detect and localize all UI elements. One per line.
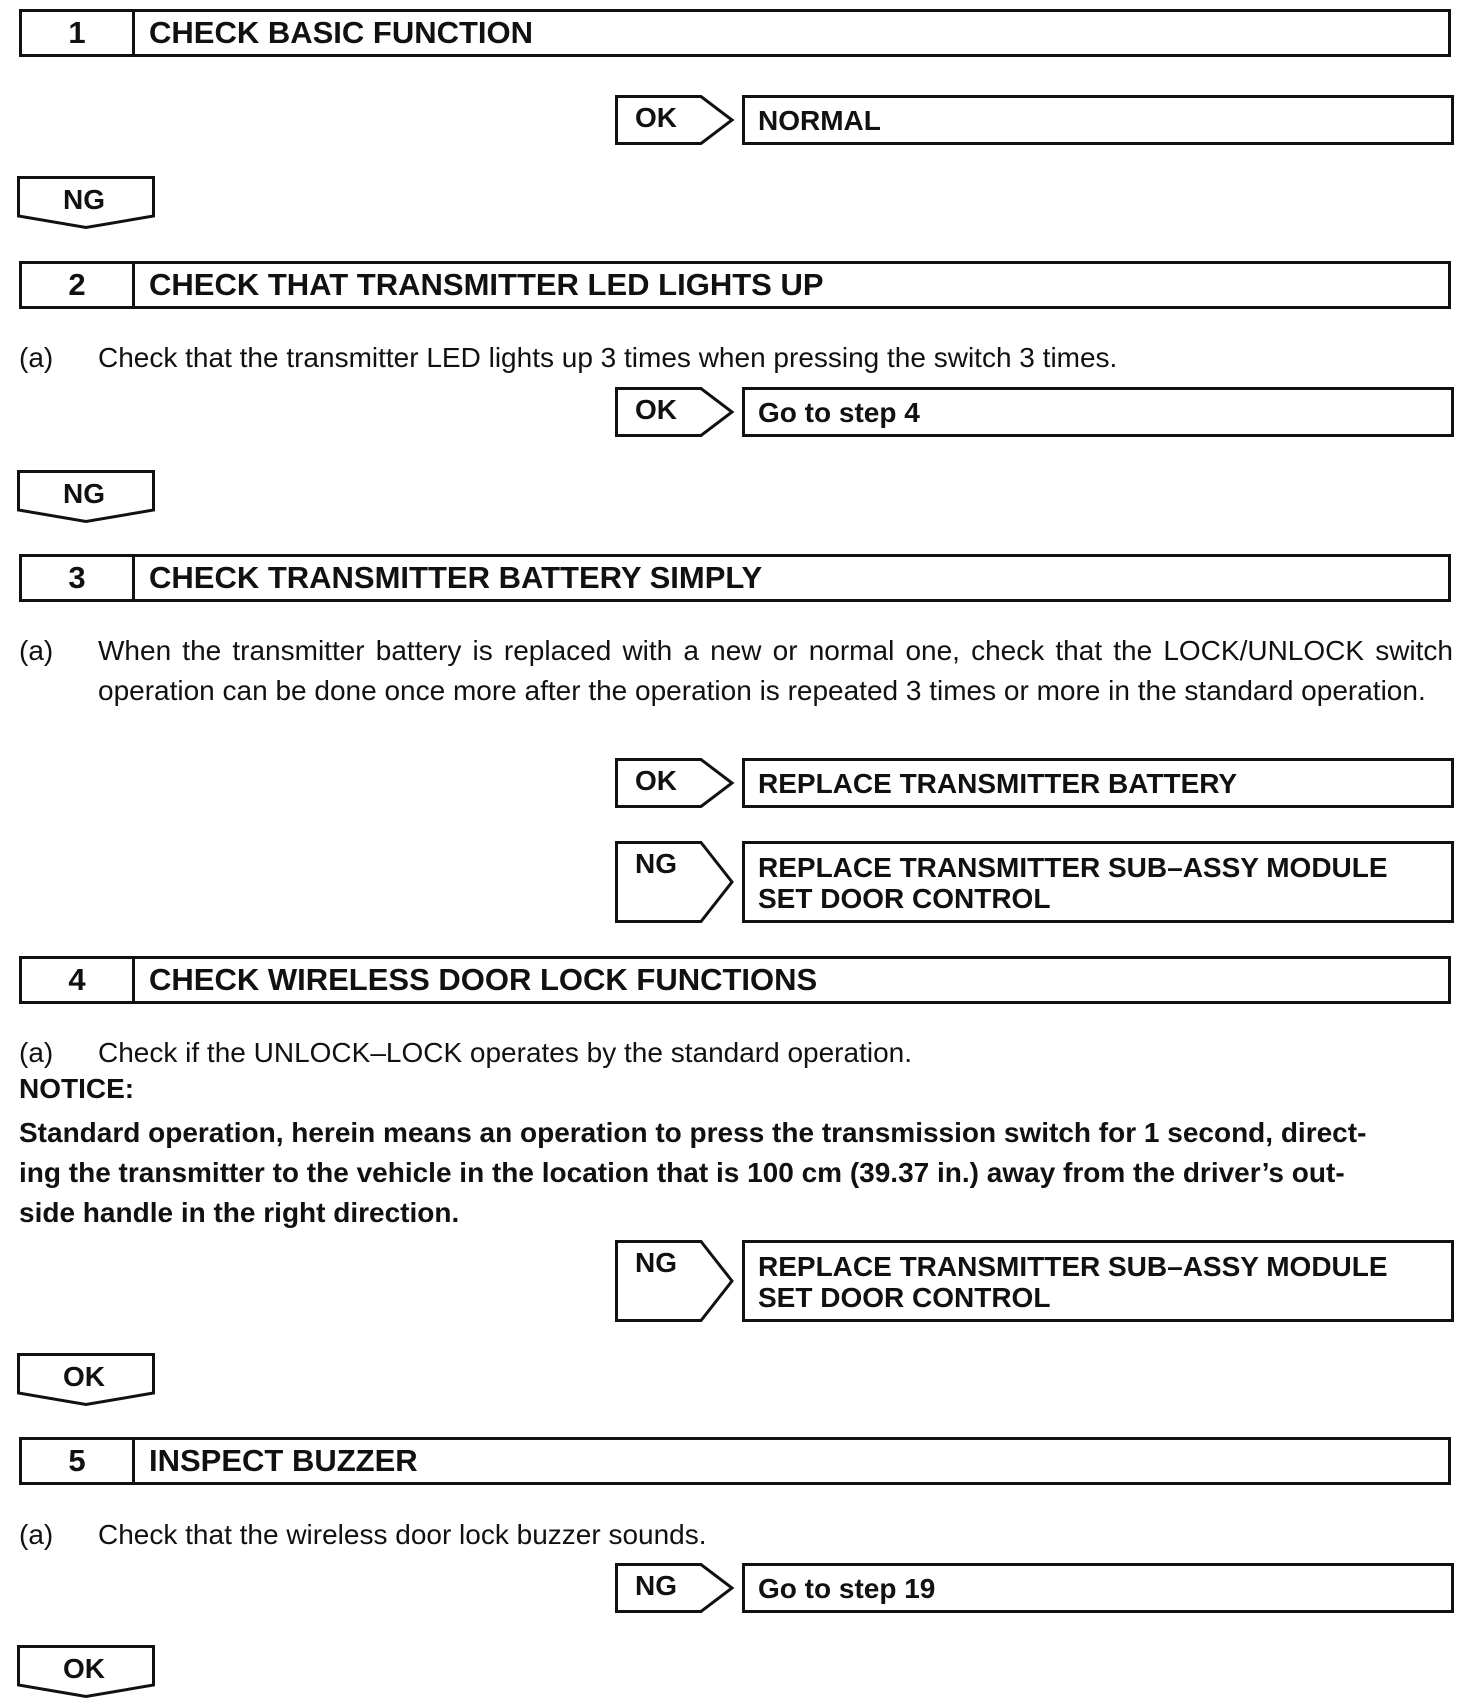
item-text: Check that the transmitter LED lights up 3 times when pressing the switch 3 times. [98, 342, 1118, 373]
item-label: (a) [19, 635, 54, 666]
ng-label: NG [63, 478, 105, 509]
step-2-header [19, 261, 1451, 309]
result-text: REPLACE TRANSMITTER BATTERY [742, 758, 1454, 808]
step-number: 4 [22, 959, 135, 1001]
result-line: SET DOOR CONTROL [758, 1282, 1051, 1313]
item-text: Check that the wireless door lock buzzer sounds. [98, 1519, 707, 1550]
step-title: CHECK BASIC FUNCTION [149, 15, 534, 50]
result-text [742, 1240, 1454, 1322]
item-text: Check if the UNLOCK–LOCK operates by the standard operation. [98, 1037, 912, 1068]
notice-line: Standard operation, herein means an operation to press the transmission switch for 1 second, direct- [19, 1117, 1367, 1148]
step-4-ng-result [615, 1240, 1454, 1322]
result-line: SET DOOR CONTROL [758, 883, 1051, 914]
ok-label: OK [635, 102, 677, 133]
notice-line: ing the transmitter to the vehicle in the location that is 100 cm (39.37 in.) away from the driver’s out- [19, 1157, 1345, 1188]
item-label: (a) [19, 342, 54, 373]
step-3-ok-result [615, 758, 1454, 808]
step-4-header [19, 956, 1451, 1004]
ng-label: NG [635, 848, 677, 879]
result-text: Go to step 19 [742, 1563, 1454, 1613]
step-title: CHECK TRANSMITTER BATTERY SIMPLY [149, 560, 763, 595]
step-1-header [19, 9, 1451, 57]
item-label: (a) [19, 1037, 54, 1068]
result-line: REPLACE TRANSMITTER SUB–ASSY MODULE [758, 852, 1388, 883]
step-5-ng-result [615, 1563, 1454, 1613]
step-number: 2 [22, 264, 135, 306]
step-3-ng-result [615, 841, 1454, 923]
step-title: CHECK THAT TRANSMITTER LED LIGHTS UP [149, 267, 824, 302]
result-line: REPLACE TRANSMITTER SUB–ASSY MODULE [758, 1251, 1388, 1282]
notice-heading: NOTICE: [19, 1073, 135, 1104]
step-4-ok-flow [17, 1353, 155, 1407]
notice-line: side handle in the right direction. [19, 1197, 460, 1228]
step-4-instruction [19, 1033, 1453, 1073]
step-title: INSPECT BUZZER [149, 1443, 418, 1478]
ng-label: NG [635, 1570, 677, 1601]
step-5-instruction [19, 1515, 1453, 1555]
result-text: NORMAL [742, 95, 1454, 145]
step-2-ok-result [615, 387, 1454, 437]
result-text [742, 841, 1454, 923]
step-5-header [19, 1437, 1451, 1485]
ok-label: OK [635, 394, 677, 425]
item-label: (a) [19, 1519, 54, 1550]
step-5-ok-flow [17, 1645, 155, 1699]
ok-label: OK [635, 765, 677, 796]
step-2-ng-flow [17, 470, 155, 524]
step-1-ng-flow [17, 176, 155, 230]
ng-label: NG [635, 1247, 677, 1278]
ng-label: NG [63, 184, 105, 215]
step-number: 5 [22, 1440, 135, 1482]
notice-body [19, 1113, 1453, 1233]
step-number: 3 [22, 557, 135, 599]
step-2-instruction [19, 338, 1453, 378]
item-text: When the transmitter battery is replaced with a new or normal one, check that the LOCK/UNLOCK switch operation can be done once more after the operation is repeated 3 times or more in the standard operation. [98, 635, 1453, 706]
ok-label: OK [63, 1361, 105, 1392]
step-1-ok-result [615, 95, 1454, 145]
step-3-header [19, 554, 1451, 602]
step-3-instruction [19, 631, 1453, 751]
ok-label: OK [63, 1653, 105, 1684]
result-text: Go to step 4 [742, 387, 1454, 437]
step-title: CHECK WIRELESS DOOR LOCK FUNCTIONS [149, 962, 818, 997]
step-number: 1 [22, 12, 135, 54]
